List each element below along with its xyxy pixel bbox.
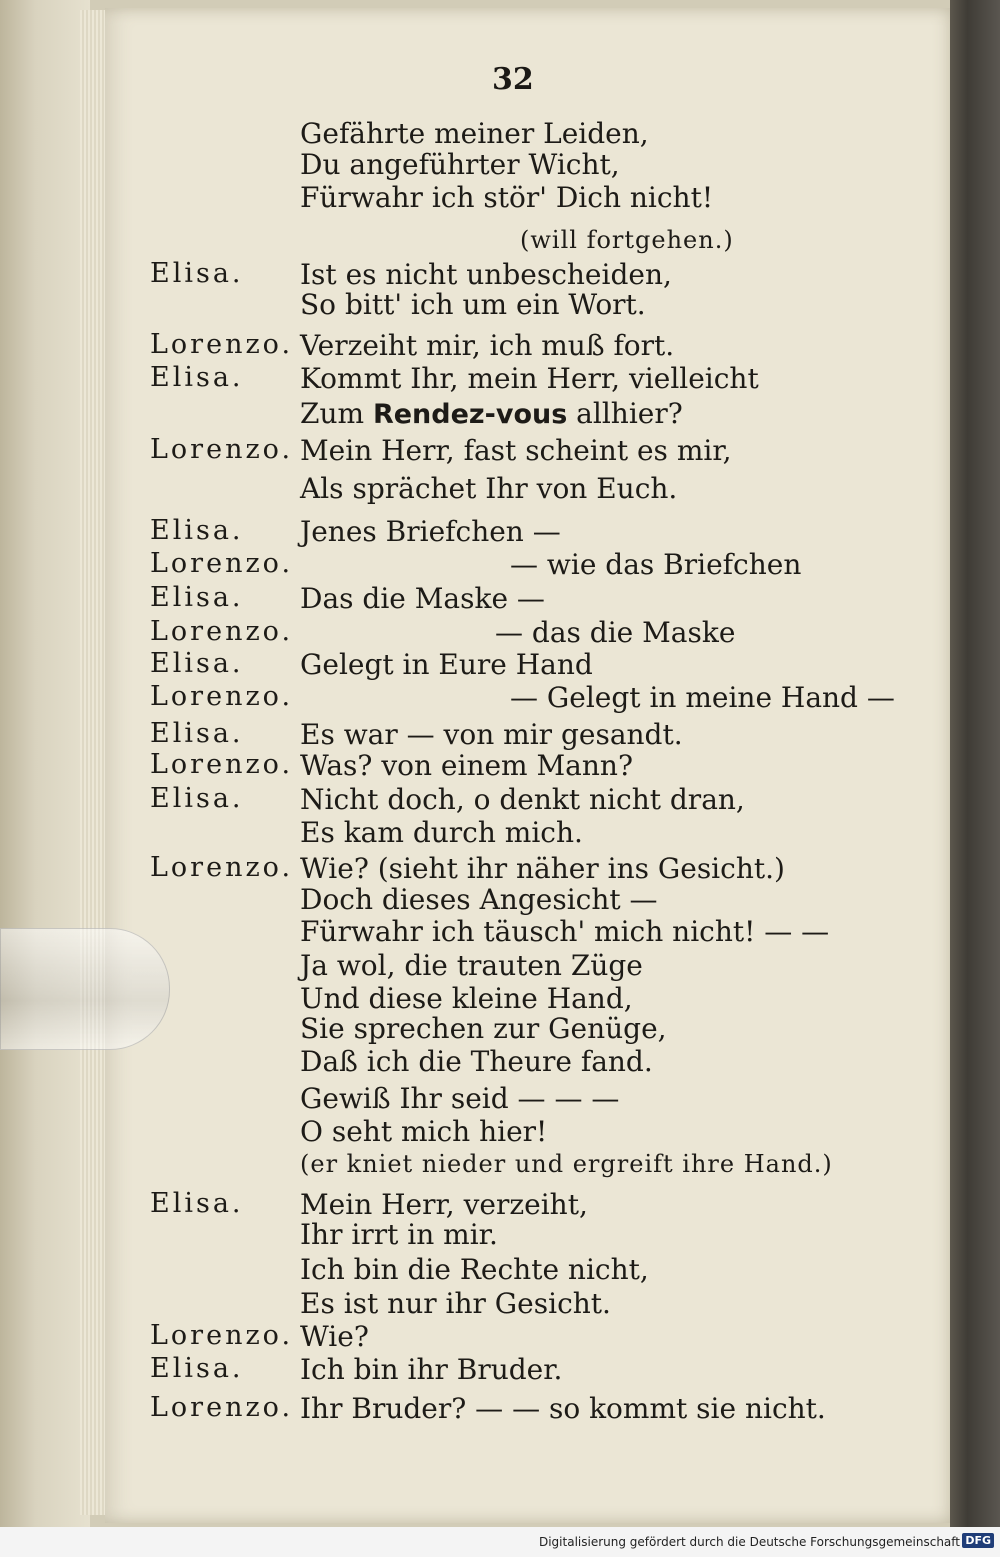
speaker-label: Elisa.	[150, 1353, 244, 1384]
page-number: 32	[492, 62, 534, 97]
speaker-label: Lorenzo.	[150, 548, 294, 579]
speaker-label: Lorenzo.	[150, 852, 294, 883]
speaker-label: Elisa.	[150, 783, 244, 814]
stage-direction: (er kniet nieder und ergreift ihre Hand.)	[300, 1150, 833, 1178]
verse-line: Jenes Briefchen —	[300, 515, 561, 548]
verse-line: Ja wol, die trauten Züge	[300, 949, 643, 982]
verse-line: O seht mich hier!	[300, 1115, 548, 1148]
speaker-label: Lorenzo.	[150, 749, 294, 780]
verse-line: Fürwahr ich täusch' mich nicht! — —	[300, 915, 830, 948]
verse-line: — das die Maske	[495, 616, 736, 649]
speaker-label: Lorenzo.	[150, 434, 294, 465]
speaker-label: Elisa.	[150, 718, 244, 749]
verse-line: Mein Herr, fast scheint es mir,	[300, 434, 732, 467]
speaker-label: Lorenzo.	[150, 681, 294, 712]
verse-latin-word: Rendez-vous	[372, 399, 568, 430]
verse-line: Fürwahr ich stör' Dich nicht!	[300, 181, 714, 214]
speaker-label: Elisa.	[150, 648, 244, 679]
book-spine-shadow	[950, 0, 1000, 1557]
verse-line: Gewiß Ihr seid — — —	[300, 1082, 620, 1115]
verse-line: Gefährte meiner Leiden,	[300, 117, 649, 150]
stage-direction: (will fortgehen.)	[520, 226, 734, 254]
verse-line: So bitt' ich um ein Wort.	[300, 288, 646, 321]
verse-line: Nicht doch, o denkt nicht dran,	[300, 783, 745, 816]
speaker-label: Elisa.	[150, 1188, 244, 1219]
verse-line: Es war — von mir gesandt.	[300, 718, 683, 751]
verse-segment: Zum	[300, 397, 373, 430]
verse-line: Das die Maske —	[300, 582, 545, 615]
verse-line: Ist es nicht unbescheiden,	[300, 258, 672, 291]
verse-line: Kommt Ihr, mein Herr, vielleicht	[300, 362, 759, 395]
glass-page-clip	[0, 928, 170, 1050]
speaker-label: Elisa.	[150, 362, 244, 393]
verse-line: Wie? (sieht ihr näher ins Gesicht.)	[300, 852, 785, 885]
verse-line: Und diese kleine Hand,	[300, 982, 633, 1015]
speaker-label: Lorenzo.	[150, 1392, 294, 1423]
verse-line: — wie das Briefchen	[510, 548, 802, 581]
verse-line: Doch dieses Angesicht —	[300, 883, 658, 916]
verse-line: Ich bin die Rechte nicht,	[300, 1253, 649, 1286]
verse-line: Es ist nur ihr Gesicht.	[300, 1287, 611, 1320]
verse-line: Es kam durch mich.	[300, 816, 583, 849]
verse-line: Wie?	[300, 1320, 369, 1353]
dfg-logo: DFG	[962, 1533, 994, 1548]
speaker-label: Elisa.	[150, 515, 244, 546]
speaker-label: Lorenzo.	[150, 616, 294, 647]
footer-credit: Digitalisierung gefördert durch die Deutsche Forschungsgemeinschaft	[538, 1535, 960, 1549]
speaker-label: Elisa.	[150, 258, 244, 289]
verse-line: Als sprächet Ihr von Euch.	[300, 472, 678, 505]
verse-line: Gelegt in Eure Hand	[300, 648, 593, 681]
verse-line: Du angeführter Wicht,	[300, 148, 620, 181]
verse-line: Ihr Bruder? — — so kommt sie nicht.	[300, 1392, 826, 1425]
verse-line: — Gelegt in meine Hand —	[510, 681, 895, 714]
speaker-label: Elisa.	[150, 582, 244, 613]
verse-line: Daß ich die Theure fand.	[300, 1045, 653, 1078]
verse-segment: allhier?	[567, 397, 683, 430]
verse-line: Ihr irrt in mir.	[300, 1218, 498, 1251]
speaker-label: Lorenzo.	[150, 329, 294, 360]
verse-line: Sie sprechen zur Genüge,	[300, 1012, 667, 1045]
verse-line: Was? von einem Mann?	[300, 749, 633, 782]
verse-line	[300, 397, 683, 430]
verse-line: Ich bin ihr Bruder.	[300, 1353, 563, 1386]
verse-line: Mein Herr, verzeiht,	[300, 1188, 588, 1221]
book-edge-left	[0, 0, 90, 1557]
speaker-label: Lorenzo.	[150, 1320, 294, 1351]
verse-line: Verzeiht mir, ich muß fort.	[300, 329, 675, 362]
